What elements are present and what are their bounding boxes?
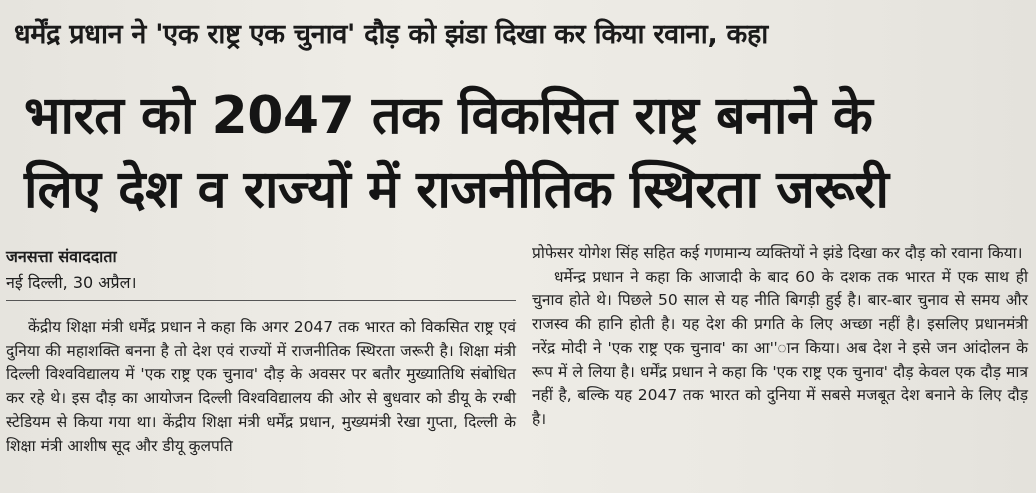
article-column-right [532,242,1028,432]
byline-dateline: नई दिल्ली, 30 अप्रैल। [6,273,137,292]
kicker-headline: धर्मेंद्र प्रधान ने 'एक राष्ट्र एक चुनाव' दौड़ को झंडा दिखा कर किया रवाना, कहा [14,19,768,50]
byline-source: जनसत्ता संवाददाता [6,247,117,266]
main-headline-line-1: भारत को 2047 तक विकसित राष्ट्र बनाने के [24,86,873,146]
byline [6,244,137,296]
article-paragraph: केंद्रीय शिक्षा मंत्री धर्मेंद्र प्रधान ने कहा कि अगर 2047 तक भारत को विकसित राष्ट्र एवं दुनिया की महाशक्ति बनना है तो देश एवं राज्यों में राजनीतिक स्थिरता जरूरी है। शिक्षा मंत्री दिल्ली विश्वविद्यालय में 'एक राष्ट्र एक चुनाव' दौड़ के अवसर पर बतौर मुख्यातिथि संबोधित कर रहे थे। इस दौड़ का आयोजन दिल्ली विश्वविद्यालय की ओर से बुधवार को डीयू के रग्बी स्टेडियम से किया गया था। केंद्रीय शिक्षा मंत्री धर्मेंद्र प्रधान, मुख्यमंत्री रेखा गुप्ता, दिल्ली के शिक्षा मंत्री आशीष सूद और डीयू कुलपति [6,318,516,455]
article-paragraph: धर्मेन्द्र प्रधान ने कहा कि आजादी के बाद 60 के दशक तक भारत में एक साथ ही चुनाव होते थे। पिछले 50 साल से यह नीति बिगड़ी हुई है। बार-बार चुनाव से समय और राजस्व की हानि होती है। यह देश की प्रगति के लिए अच्छा नहीं है। इसलिए प्रधानमंत्री नरेंद्र मोदी ने 'एक राष्ट्र एक चुनाव' का आ''ान किया। अब देश ने इसे जन आंदोलन के रूप में ले लिया है। धर्मेंद्र प्रधान ने कहा कि 'एक राष्ट्र एक चुनाव' दौड़ केवल एक दौड़ मात्र नहीं है, बल्कि यह 2047 तक भारत को दुनिया में सबसे मजबूत देश बनाने के लिए दौड़ है। [532,267,1028,428]
main-headline-line-2: लिए देश व राज्यों में राजनीतिक स्थिरता जरूरी [24,160,889,220]
byline-divider [6,300,516,301]
article-paragraph: प्रोफेसर योगेश सिंह सहित कई गणमान्य व्यक्तियों ने झंडे दिखा कर दौड़ को रवाना किया। [532,244,1023,262]
article-column-left [6,316,516,458]
